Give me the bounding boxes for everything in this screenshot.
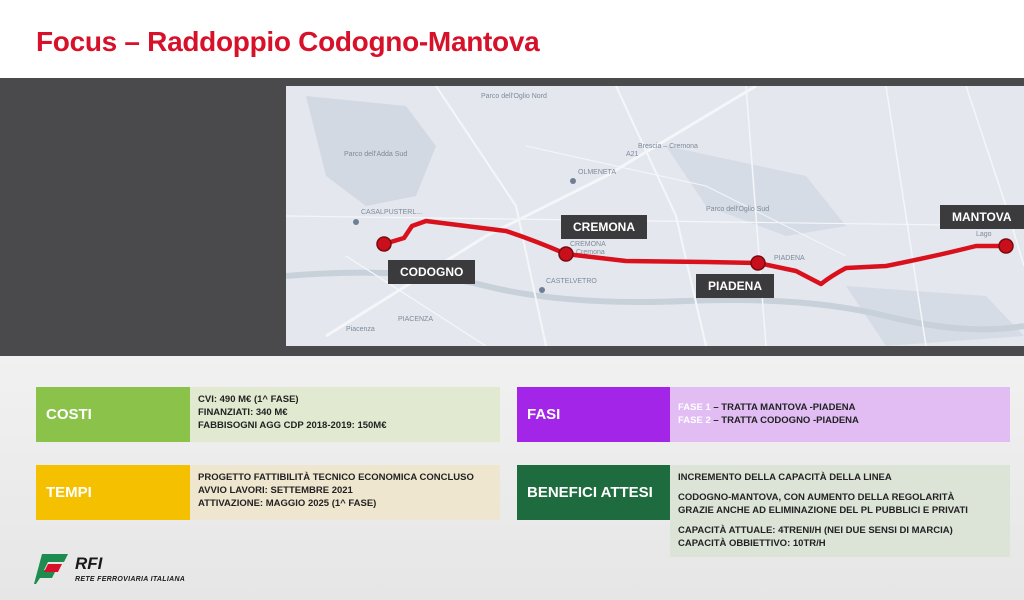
label-olmeneta: OLMENETA (578, 169, 616, 176)
fasi-tag: FASE 1 (678, 402, 711, 413)
fasi-line-1 (678, 401, 1002, 414)
label-brescia-cremona: Brescia – Cremona (638, 143, 698, 150)
railway-route (384, 221, 1006, 284)
label-piadena-small: PIADENA (774, 255, 805, 262)
label-casalpusterlengo: CASALPUSTERL... (361, 209, 423, 216)
fasi-text: – TRATTA MANTOVA -PIADENA (710, 402, 856, 413)
label-cremona-small: CREMONA (570, 241, 606, 248)
tempi-line: PROGETTO FATTIBILITÀ TECNICO ECONOMICA CONCLUSO (198, 472, 474, 483)
benefici-line: CAPACITÀ ATTUALE: 4TRENI/H (NEI DUE SENSI DI MARCIA) (678, 525, 953, 536)
map-svg (286, 86, 1024, 346)
fasi-text: – TRATTA CODOGNO -PIADENA (710, 415, 859, 426)
station-marker-cremona (559, 247, 573, 261)
route-map (286, 86, 1024, 346)
tempi-line: AVVIO LAVORI: SETTEMBRE 2021 (198, 485, 353, 496)
label-parco-oglio-sud: Parco dell'Oglio Sud (706, 206, 770, 213)
costi-line: FABBISOGNI AGG CDP 2018-2019: 150M€ (198, 420, 387, 431)
benefici-header: BENEFICI ATTESI (517, 465, 670, 520)
label-parco-oglio-nord: Parco dell'Oglio Nord (481, 93, 547, 100)
tempi-panel (190, 465, 500, 520)
costi-line: CVI: 490 M€ (1^ FASE) (198, 394, 299, 405)
rfi-logo-text: RFI (75, 554, 103, 573)
benefici-line: CODOGNO-MANTOVA, CON AUMENTO DELLA REGOLARITÀ (678, 492, 955, 503)
tempi-header: TEMPI (36, 465, 190, 520)
road-6 (286, 216, 1024, 226)
page-title: Focus – Raddoppio Codogno-Mantova (36, 26, 540, 57)
label-cremona-city: Cremona (576, 249, 605, 256)
fasi-line-2 (678, 414, 1002, 427)
costi-header: COSTI (36, 387, 190, 442)
benefici-line: CAPACITÀ OBBIETTIVO: 10TR/H (678, 538, 826, 549)
city-label-piadena: PIADENA (696, 274, 774, 298)
label-piacenza: PIACENZA (398, 316, 434, 323)
fasi-panel (670, 387, 1010, 442)
costi-panel (190, 387, 500, 442)
benefici-panel (670, 465, 1010, 557)
station-marker-codogno (377, 237, 391, 251)
road-2 (436, 86, 546, 346)
tempi-line: ATTIVAZIONE: MAGGIO 2025 (1^ FASE) (198, 498, 377, 509)
benefici-line: INCREMENTO DELLA CAPACITÀ DELLA LINEA (678, 472, 892, 483)
city-label-codogno: CODOGNO (388, 260, 475, 284)
road-7 (966, 86, 1024, 266)
label-piacenza-city: Piacenza (346, 326, 375, 333)
label-a21: A21 (626, 151, 639, 158)
station-marker-mantova (999, 239, 1013, 253)
city-label-mantova: MANTOVA (940, 205, 1024, 229)
rfi-logo-icon (34, 552, 74, 586)
benefici-line: GRAZIE ANCHE AD ELIMINAZIONE DEL PL PUBBLICI E PRIVATI (678, 505, 968, 516)
label-castelvetro: CASTELVETRO (546, 278, 597, 285)
fasi-tag: FASE 2 (678, 415, 711, 426)
station-marker-piadena (751, 256, 765, 270)
fasi-header: FASI (517, 387, 670, 442)
costi-line: FINANZIATI: 340 M€ (198, 407, 288, 418)
label-lago: Lago (976, 231, 992, 238)
park-area-oglio-sud (846, 286, 1024, 346)
city-label-cremona: CREMONA (561, 215, 647, 239)
label-parco-adda: Parco dell'Adda Sud (344, 151, 408, 158)
rfi-logo-subtitle: RETE FERROVIARIA ITALIANA (75, 576, 186, 583)
